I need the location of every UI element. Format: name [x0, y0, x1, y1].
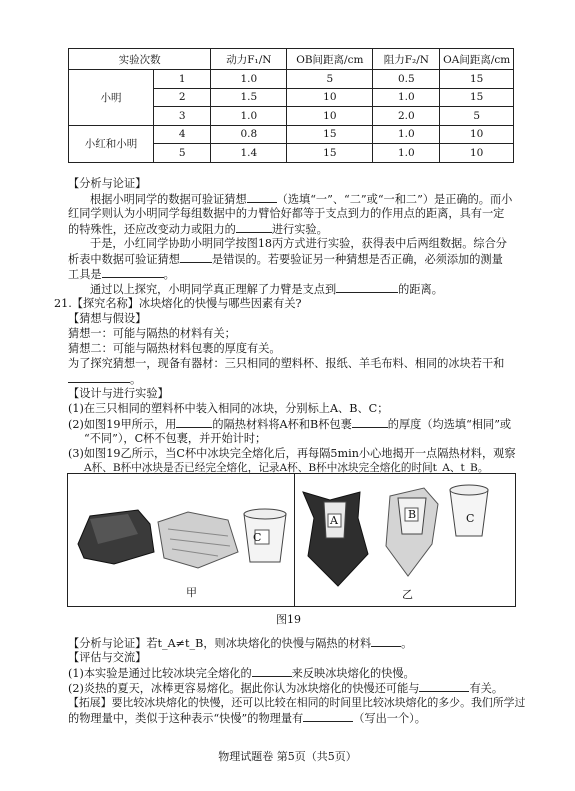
analysis-line-5: 析表中数据可验证猜想 是错误的。若要验证另一种猜想是否正确，必须添加的测量 [68, 253, 503, 266]
cup-c2-label: C [466, 512, 475, 525]
analysis-line-7: 通过以上探究，小明同学真正理解了力臂是支点到 的距离。 [90, 283, 443, 296]
panel-right-label: 乙 [402, 588, 413, 601]
analysis-heading: 【分析与论证】 [68, 177, 147, 190]
cell: 2 [154, 88, 211, 107]
panel-left-label: 甲 [186, 586, 197, 599]
figure-illustration [68, 474, 515, 606]
cell: 5 [440, 107, 514, 126]
hypothesis-heading: 【猜想与假设】 [68, 312, 147, 325]
header-ob: OB间距离/cm [287, 49, 373, 70]
table-row [69, 70, 514, 89]
cell: 1.0 [373, 144, 440, 163]
cell: 5 [154, 144, 211, 163]
group-name: 小明 [69, 70, 154, 126]
cell: 10 [287, 107, 373, 126]
group-name: 小红和小明 [69, 125, 154, 162]
design-step-3: (3)如图19乙所示，当C杯中冰块完全熔化后，再每隔5min小心地揭开一点隔热材料，观察 [68, 447, 516, 460]
analysis-line-4: 于是，小红同学协助小明同学按图18丙方式进行实验，获得表中后两组数据。综合分 [90, 237, 507, 250]
header-f2: 阻力F₂/N [373, 49, 440, 70]
cup-b-unwrapping [386, 488, 438, 576]
cell: 1.0 [373, 125, 440, 144]
data-table [68, 48, 514, 163]
cup-c-label: C [253, 531, 262, 544]
design-step-3-cont: A杯、B杯中冰块是否已经完全熔化，记录A杯、B杯中冰块完全熔化的时间t_A、t_B。 [84, 462, 489, 474]
equipment-line-2: 。 [68, 371, 141, 387]
cell: 1.0 [373, 88, 440, 107]
cell: 1.0 [211, 70, 287, 89]
extension-2: 的物理量中，类似于这种表示“快慢”的物理量有 （写出一个）。 [68, 712, 426, 725]
cell: 15 [287, 144, 373, 163]
header-oa: OA间距离/cm [440, 49, 514, 70]
cup-a-unwrapping [303, 492, 368, 586]
evaluation-1: (1)本实验是通过比较冰块完全熔化的 来反映冰块熔化的快慢。 [68, 667, 415, 680]
hypothesis-1: 猜想一：可能与隔热的材料有关； [68, 327, 236, 340]
extension: 【拓展】要比较冰块熔化的快慢，还可以比较在相同的时间里比较冰块熔化的多少。我们所学过 [68, 696, 526, 709]
figure-19 [67, 473, 516, 607]
cell: 1 [154, 70, 211, 89]
page-footer: 物理试题卷 第5页（共5页） [218, 750, 357, 763]
analysis-line-1: 根据小明同学的数据可验证猜想 （选填“一”、“二”或“一和二”）是正确的。而小 [90, 193, 513, 206]
cell: 3 [154, 107, 211, 126]
cup-b-label: B [408, 508, 417, 521]
cup-c-plastic [244, 509, 286, 562]
analysis-2: 【分析与论证】若t_A≠t_B，则冰块熔化的快慢与隔热的材料 。 [68, 637, 413, 650]
table-row [69, 125, 514, 144]
cell: 15 [440, 70, 514, 89]
question-21-title: 21.【探究名称】冰块熔化的快慢与哪些因素有关? [54, 297, 302, 310]
cell: 1.5 [211, 88, 287, 107]
design-step-2-cont: “不同”），C杯不包裹，并开始计时； [84, 432, 267, 445]
header-trial: 实验次数 [69, 49, 211, 70]
cell: 15 [440, 88, 514, 107]
evaluation-heading: 【评估与交流】 [68, 651, 147, 664]
analysis-line-6: 工具是 。 [68, 268, 175, 281]
cup-b-wrapped-newspaper [158, 512, 238, 568]
cell: 1.0 [211, 107, 287, 126]
cell: 0.8 [211, 125, 287, 144]
header-f1: 动力F₁/N [211, 49, 287, 70]
hypothesis-2: 猜想二：可能与隔热材料包裹的厚度有关。 [68, 342, 281, 355]
cup-a-wrapped-wool [78, 510, 154, 564]
cell: 0.5 [373, 70, 440, 89]
cup-a-label: A [330, 514, 338, 527]
cell: 2.0 [373, 107, 440, 126]
equipment-line: 为了探究猜想一，现备有器材：三只相同的塑料杯、报纸、羊毛布料、相同的冰块若干和 [68, 357, 505, 370]
evaluation-2: (2)炎热的夏天，冰棒更容易熔化。据此你认为冰块熔化的快慢还可能与 有关。 [68, 682, 504, 695]
cell: 1.4 [211, 144, 287, 163]
design-step-2: (2)如图19甲所示，用 的隔热材料将A杯和B杯包裹 的厚度（均选填“相同”或 [68, 418, 512, 431]
design-heading: 【设计与进行实验】 [68, 387, 169, 400]
analysis-line-3: 的特殊性，还应改变动力或阻力的 进行实验。 [68, 223, 328, 236]
design-step-1: (1)在三只相同的塑料杯中装入相同的冰块，分别标上A、B、C； [68, 402, 389, 415]
cell: 10 [440, 144, 514, 163]
cell: 10 [440, 125, 514, 144]
figure-caption: 图19 [276, 613, 301, 626]
cell: 15 [287, 125, 373, 144]
cell: 5 [287, 70, 373, 89]
analysis-line-2: 红同学则认为小明同学每组数据中的力臂恰好都等于支点到力的作用点的距离，具有一定 [68, 207, 505, 220]
cell: 10 [287, 88, 373, 107]
table-header-row [69, 49, 514, 70]
cell: 4 [154, 125, 211, 144]
cup-c-melted [450, 485, 488, 536]
